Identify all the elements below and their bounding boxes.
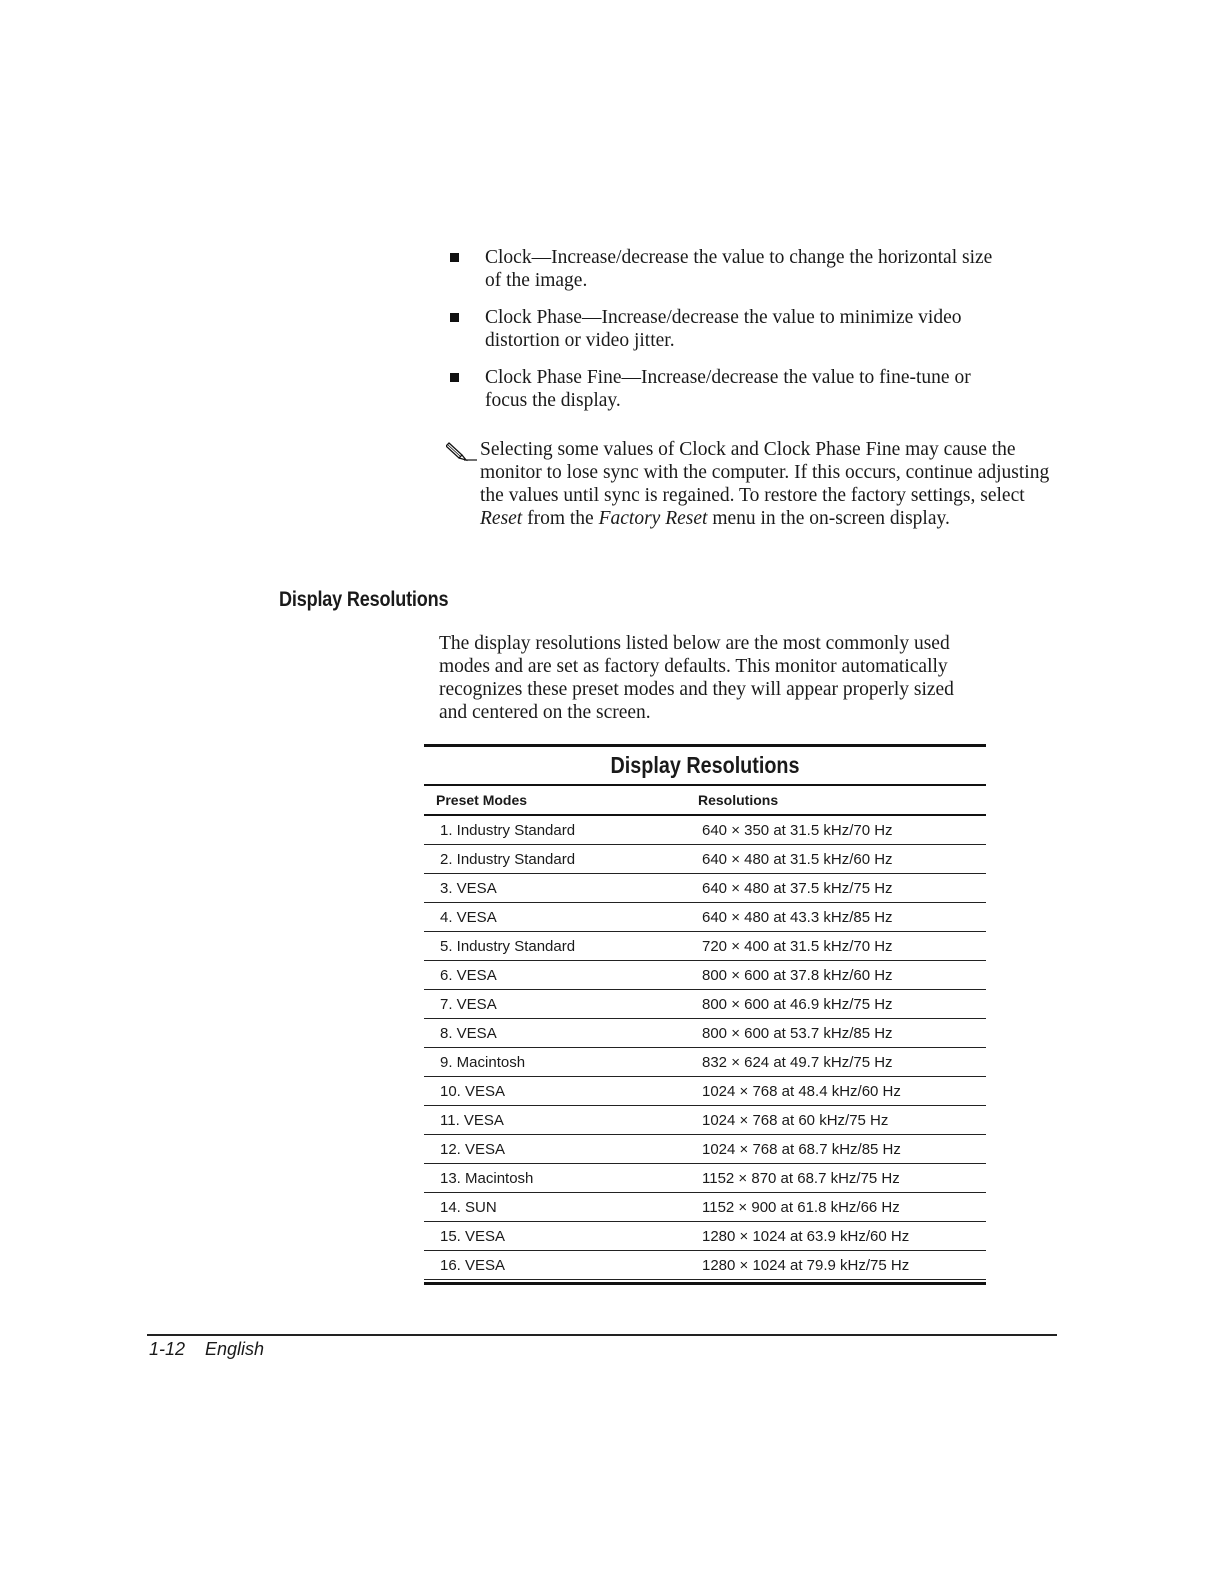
resolution-cell: 640 × 350 at 31.5 kHz/70 Hz [702,816,986,845]
bullet-item [448,366,1008,412]
resolution-cell: 800 × 600 at 37.8 kHz/60 Hz [702,961,986,990]
preset-mode-cell: 12. VESA [424,1135,702,1164]
intro-paragraph: The display resolutions listed below are the most commonly used modes and are set as factory defaults. This monitor automatically recognizes these preset modes and they will appear properly sized and centered on the screen. [439,633,954,723]
bullet-list [448,246,1008,426]
table-row [424,1164,986,1193]
bullet-text: Clock Phase Fine—Increase/decrease the value to fine-tune or focus the display. [485,367,971,411]
table-top-rule [424,744,986,747]
preset-mode-cell: 13. Macintosh [424,1164,702,1193]
resolution-cell: 832 × 624 at 49.7 kHz/75 Hz [702,1048,986,1077]
square-bullet-icon [450,313,459,322]
resolution-cell: 800 × 600 at 53.7 kHz/85 Hz [702,1019,986,1048]
table-row [424,845,986,874]
table-body [424,816,986,1280]
table-row [424,1048,986,1077]
table-row [424,1135,986,1164]
preset-mode-cell: 5. Industry Standard [424,932,702,961]
table-row [424,874,986,903]
section-title: Display Resolutions [279,588,449,611]
resolution-cell: 720 × 400 at 31.5 kHz/70 Hz [702,932,986,961]
preset-mode-cell: 16. VESA [424,1251,702,1280]
table-row [424,1077,986,1106]
table-header [424,786,986,816]
resolutions-table [424,744,986,1285]
preset-mode-cell: 2. Industry Standard [424,845,702,874]
resolution-cell: 1152 × 900 at 61.8 kHz/66 Hz [702,1193,986,1222]
table-row [424,1106,986,1135]
column-header-preset-modes: Preset Modes [436,792,528,808]
table-title: Display Resolutions [610,752,800,778]
note-text-part: from the [522,508,599,529]
footer-rule [147,1334,1057,1336]
pencil-note-icon [446,441,478,463]
note-text-part: menu in the on-screen display. [707,508,950,529]
table-row [424,816,986,845]
square-bullet-icon [450,373,459,382]
table-row [424,1193,986,1222]
preset-mode-cell: 6. VESA [424,961,702,990]
page-number: 1-12 [149,1339,186,1359]
bullet-text: Clock Phase—Increase/decrease the value to minimize video distortion or video jitter. [485,307,962,351]
note-text [480,438,1058,530]
table-row [424,961,986,990]
table-row [424,990,986,1019]
resolution-cell: 1152 × 870 at 68.7 kHz/75 Hz [702,1164,986,1193]
preset-mode-cell: 3. VESA [424,874,702,903]
resolution-cell: 640 × 480 at 37.5 kHz/75 Hz [702,874,986,903]
resolution-cell: 1280 × 1024 at 79.9 kHz/75 Hz [702,1251,986,1280]
preset-mode-cell: 10. VESA [424,1077,702,1106]
preset-mode-cell: 15. VESA [424,1222,702,1251]
resolution-cell: 1024 × 768 at 48.4 kHz/60 Hz [702,1077,986,1106]
preset-mode-cell: 7. VESA [424,990,702,1019]
table-row [424,1251,986,1280]
resolution-cell: 800 × 600 at 46.9 kHz/75 Hz [702,990,986,1019]
table-row [424,1222,986,1251]
resolution-cell: 640 × 480 at 31.5 kHz/60 Hz [702,845,986,874]
preset-mode-cell: 4. VESA [424,903,702,932]
resolution-cell: 640 × 480 at 43.3 kHz/85 Hz [702,903,986,932]
note-text-part: Selecting some values of Clock and Clock Phase Fine may cause the monitor to lose sync with the computer. If this occurs, continue adjusting the values until sync is regained. To restore the factory settings, select [480,439,1050,506]
table-row [424,903,986,932]
page-footer [149,1339,264,1360]
column-header-resolutions: Resolutions [698,792,779,808]
bullet-text: Clock—Increase/decrease the value to change the horizontal size of the image. [485,247,993,291]
preset-mode-cell: 1. Industry Standard [424,816,702,845]
bullet-item [448,306,1008,352]
preset-mode-cell: 9. Macintosh [424,1048,702,1077]
preset-mode-cell: 14. SUN [424,1193,702,1222]
bullet-item [448,246,1008,292]
square-bullet-icon [450,253,459,262]
resolution-cell: 1280 × 1024 at 63.9 kHz/60 Hz [702,1222,986,1251]
footer-language: English [205,1339,265,1359]
table-bottom-rule [424,1282,986,1285]
preset-mode-cell: 11. VESA [424,1106,702,1135]
resolution-cell: 1024 × 768 at 68.7 kHz/85 Hz [702,1135,986,1164]
factory-reset-term: Factory Reset [598,508,708,529]
table-row [424,932,986,961]
note-block [446,438,1058,530]
table-row [424,1019,986,1048]
preset-mode-cell: 8. VESA [424,1019,702,1048]
reset-term: Reset [480,508,523,529]
resolution-cell: 1024 × 768 at 60 kHz/75 Hz [702,1106,986,1135]
